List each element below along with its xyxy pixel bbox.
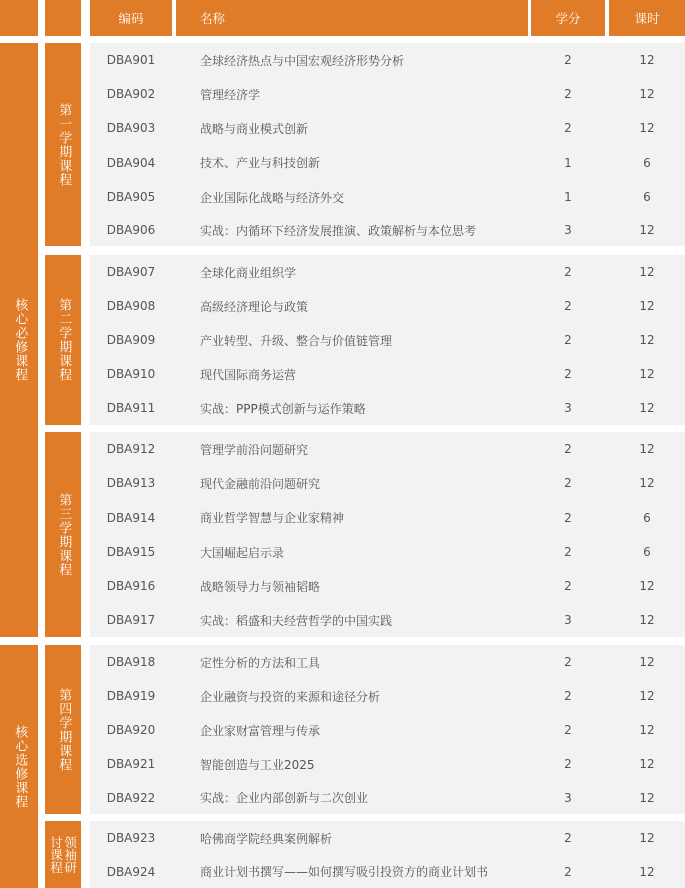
cell-name: 实战：内循环下经济发展推演、政策解析与本位思考 xyxy=(200,223,477,238)
cell-hours: 12 xyxy=(639,265,655,279)
cell-code: DBA908 xyxy=(106,299,156,313)
cell-name: 企业融资与投资的来源和途径分析 xyxy=(200,689,381,704)
cell-credit: 2 xyxy=(564,723,572,737)
cell-credit: 2 xyxy=(564,299,572,313)
cell-name: 实战：PPP模式创新与运作策略 xyxy=(200,401,366,416)
semester-1: 第一学期课程 xyxy=(45,43,81,246)
cell-credit: 2 xyxy=(564,689,572,703)
cell-credit: 2 xyxy=(564,442,572,456)
cell-name: 战略与商业模式创新 xyxy=(200,121,309,136)
cell-name: 智能创造与工业2025 xyxy=(200,757,315,772)
semester-4: 第四学期课程 xyxy=(45,645,81,814)
cell-credit: 3 xyxy=(564,790,572,805)
cell-credit: 2 xyxy=(564,333,572,347)
cell-credit: 2 xyxy=(564,476,572,490)
cell-name: 现代国际商务运营 xyxy=(200,367,297,382)
cell-name: 商业计划书撰写——如何撰写吸引投资方的商业计划书 xyxy=(200,865,489,879)
cell-name: 实战：稻盛和夫经营哲学的中国实践 xyxy=(200,613,393,628)
header-credit: 学分 xyxy=(531,0,605,36)
cell-credit: 2 xyxy=(564,367,572,381)
cell-hours: 6 xyxy=(643,190,651,204)
cell-name: 全球经济热点与中国宏观经济形势分析 xyxy=(200,53,405,68)
cell-code: DBA917 xyxy=(106,613,156,627)
cell-code: DBA903 xyxy=(106,121,156,135)
cell-code: DBA906 xyxy=(106,223,156,237)
cell-hours: 12 xyxy=(639,613,655,627)
cell-hours: 12 xyxy=(639,53,655,67)
cell-name: 管理经济学 xyxy=(200,87,261,102)
cell-name: 高级经济理论与政策 xyxy=(200,299,309,314)
cell-credit: 2 xyxy=(564,265,572,279)
cell-hours: 12 xyxy=(639,476,655,490)
cell-code: DBA909 xyxy=(106,333,156,347)
cell-hours: 12 xyxy=(639,121,655,135)
cell-hours: 12 xyxy=(639,442,655,456)
cell-hours: 12 xyxy=(639,689,655,703)
cell-code: DBA910 xyxy=(106,367,156,381)
cell-hours: 6 xyxy=(643,510,651,525)
cell-credit: 2 xyxy=(564,579,572,593)
seminar-col-1: 讨课程 xyxy=(48,835,64,874)
cell-name: 定性分析的方法和工具 xyxy=(200,655,321,670)
cell-name: 现代金融前沿问题研究 xyxy=(200,476,321,491)
cell-code: DBA904 xyxy=(106,155,156,170)
cell-code: DBA914 xyxy=(106,510,156,525)
cell-credit: 2 xyxy=(564,831,572,845)
cell-hours: 12 xyxy=(639,655,655,669)
cell-credit: 3 xyxy=(564,613,572,627)
cell-hours: 12 xyxy=(639,299,655,313)
cell-credit: 2 xyxy=(564,53,572,67)
cell-name: 企业家财富管理与传承 xyxy=(200,723,321,738)
cell-code: DBA913 xyxy=(106,476,156,490)
cell-name: 大国崛起启示录 xyxy=(200,545,285,560)
cell-credit: 1 xyxy=(564,155,572,170)
cell-hours: 12 xyxy=(639,401,655,415)
seminar-col-2: 领袖研 xyxy=(62,835,78,874)
header-blank-1 xyxy=(0,0,38,36)
semester-seminar xyxy=(45,821,81,888)
semester-3: 第三学期课程 xyxy=(45,432,81,637)
cell-name: 战略领导力与领袖韬略 xyxy=(200,579,321,594)
cell-hours: 12 xyxy=(639,333,655,347)
cell-code: DBA919 xyxy=(106,689,156,703)
cell-code: DBA902 xyxy=(106,87,156,101)
header-code: 编码 xyxy=(90,0,172,36)
cell-credit: 2 xyxy=(564,757,572,771)
cell-credit: 3 xyxy=(564,401,572,415)
semester-2: 第二学期课程 xyxy=(45,255,81,425)
cell-name: 商业哲学智慧与企业家精神 xyxy=(200,511,345,525)
cell-hours: 12 xyxy=(639,790,655,805)
cell-hours: 6 xyxy=(643,155,651,170)
cell-code: DBA915 xyxy=(106,545,156,559)
cell-code: DBA924 xyxy=(106,864,156,879)
cell-code: DBA916 xyxy=(106,579,156,593)
cell-hours: 12 xyxy=(639,723,655,737)
cell-hours: 12 xyxy=(639,87,655,101)
cell-hours: 12 xyxy=(639,864,655,879)
cell-code: DBA918 xyxy=(106,655,156,669)
cell-code: DBA923 xyxy=(106,831,156,845)
group-elective: 核心选修课程 xyxy=(0,645,38,888)
header-name: 名称 xyxy=(176,0,528,36)
cell-name: 管理学前沿问题研究 xyxy=(200,442,309,457)
cell-credit: 2 xyxy=(564,864,572,879)
cell-credit: 2 xyxy=(564,121,572,135)
cell-name: 技术、产业与科技创新 xyxy=(200,156,321,170)
cell-name: 企业国际化战略与经济外交 xyxy=(200,190,345,205)
cell-credit: 2 xyxy=(564,655,572,669)
cell-name: 产业转型、升级、整合与价值链管理 xyxy=(200,333,393,348)
cell-hours: 12 xyxy=(639,223,655,237)
cell-name: 哈佛商学院经典案例解析 xyxy=(200,831,333,846)
cell-credit: 2 xyxy=(564,510,572,525)
cell-code: DBA901 xyxy=(106,53,156,67)
cell-code: DBA911 xyxy=(106,401,156,415)
cell-credit: 1 xyxy=(564,190,572,204)
cell-hours: 12 xyxy=(639,757,655,771)
cell-name: 实战：企业内部创新与二次创业 xyxy=(200,791,369,805)
cell-hours: 12 xyxy=(639,579,655,593)
cell-code: DBA912 xyxy=(106,442,156,456)
cell-hours: 12 xyxy=(639,367,655,381)
cell-hours: 12 xyxy=(639,831,655,845)
cell-code: DBA922 xyxy=(106,790,156,805)
cell-code: DBA905 xyxy=(106,190,156,204)
cell-code: DBA920 xyxy=(106,723,156,737)
cell-credit: 2 xyxy=(564,87,572,101)
cell-name: 全球化商业组织学 xyxy=(200,265,297,280)
cell-credit: 3 xyxy=(564,223,572,237)
cell-hours: 6 xyxy=(643,545,651,559)
cell-code: DBA921 xyxy=(106,757,156,771)
header-hours: 课时 xyxy=(609,0,685,36)
cell-credit: 2 xyxy=(564,545,572,559)
group-required: 核心必修课程 xyxy=(0,43,38,637)
cell-code: DBA907 xyxy=(106,265,156,279)
header-blank-2 xyxy=(45,0,81,36)
